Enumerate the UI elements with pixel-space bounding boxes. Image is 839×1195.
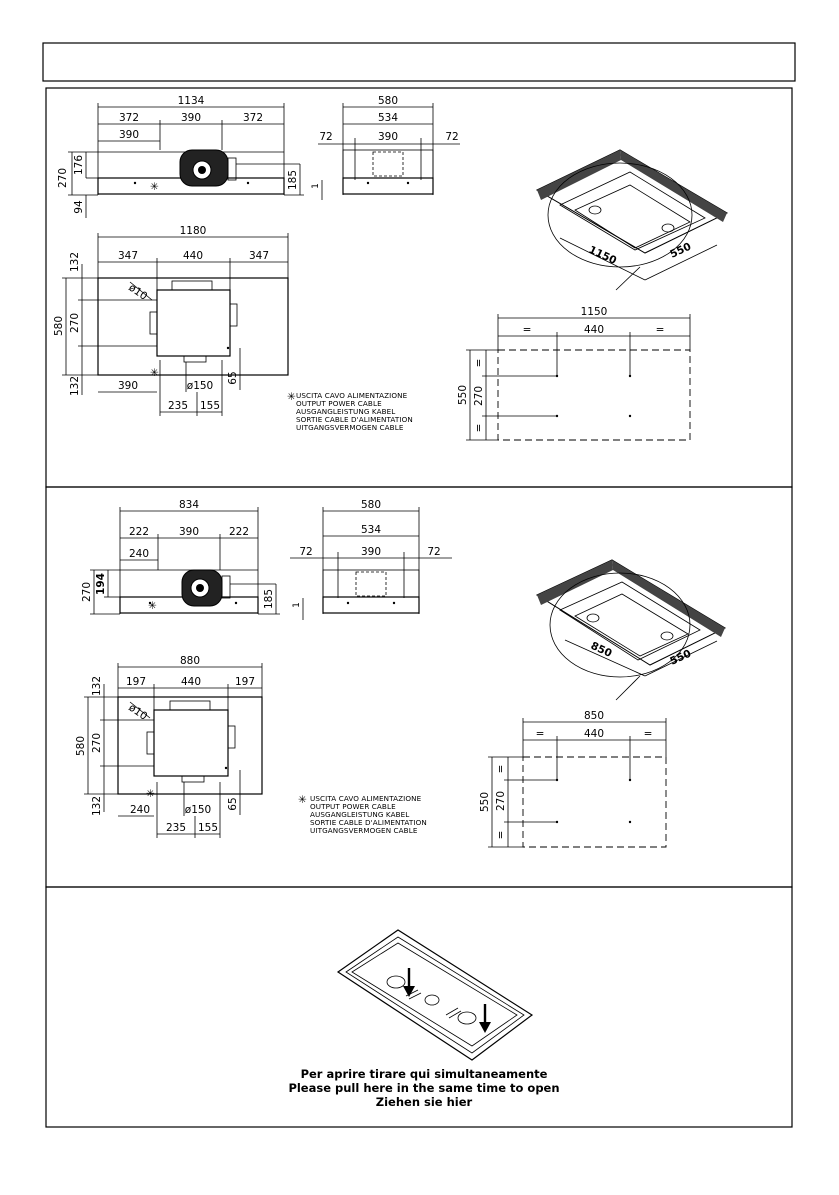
dim-h-mid: 270 <box>69 312 81 334</box>
top-view <box>53 225 288 416</box>
dim-right: 197 <box>234 676 256 688</box>
dim-h-mid: 270 <box>495 790 507 812</box>
panel-1-frame <box>46 88 792 487</box>
top-view <box>75 655 262 838</box>
dim-h-side: 185 <box>263 588 275 610</box>
cable-note-line: AUSGANGLEISTUNG KABEL <box>310 810 410 819</box>
dim-left: 197 <box>125 676 147 688</box>
panel-illustration <box>338 930 532 1060</box>
dim-h-top: 176 <box>73 154 85 176</box>
dim-h-bottom: 132 <box>69 375 81 397</box>
dim-inner: 534 <box>360 524 382 536</box>
dim-center: 440 <box>182 250 204 262</box>
iso-width: 550 <box>668 240 694 261</box>
dim-eq-right: = <box>655 324 665 336</box>
dim-h-small: 1 <box>292 602 302 608</box>
cable-note-line: SORTIE CABLE D'ALIMENTATION <box>296 415 413 424</box>
cable-note-line: OUTPUT POWER CABLE <box>310 802 396 811</box>
dim-right: 72 <box>427 546 441 558</box>
dim-h-total: 580 <box>53 315 65 337</box>
dim-h-eq-top: = <box>495 764 507 774</box>
dim-diam-small: ø10 <box>126 701 150 723</box>
dim-h-total: 580 <box>75 735 87 757</box>
cable-note-line: UITGANGSVERMOGEN CABLE <box>310 826 418 835</box>
front-view <box>81 499 280 614</box>
instruction-line: Per aprire tirare qui simultaneamente <box>300 1067 548 1081</box>
dim-right: 72 <box>445 131 459 143</box>
cable-note-line: SORTIE CABLE D'ALIMENTATION <box>310 818 427 827</box>
dim-center: 390 <box>377 131 399 143</box>
iso-length: 850 <box>588 639 614 660</box>
dim-overall: 1134 <box>177 95 205 107</box>
dim-h-bottom: 94 <box>73 200 85 214</box>
dim-h-bottom: 132 <box>91 795 103 817</box>
cable-note-line: USCITA CAVO ALIMENTAZIONE <box>310 794 422 803</box>
dim-h-side: 185 <box>287 169 299 191</box>
cable-note-line: UITGANGSVERMOGEN CABLE <box>296 423 404 432</box>
front-view <box>57 95 304 218</box>
dim-right: 372 <box>242 112 264 124</box>
dim-overall: 1150 <box>580 306 608 318</box>
dim-h-total: 270 <box>57 167 69 189</box>
cable-note-icon: ✳ <box>287 391 296 403</box>
cable-note <box>298 794 427 835</box>
cable-note-icon: ✳ <box>298 794 307 806</box>
dim-overall: 834 <box>178 499 200 511</box>
iso-width: 550 <box>668 647 694 668</box>
dim-diam-outlet: ø150 <box>186 380 214 392</box>
dim-h-mid: 270 <box>91 732 103 754</box>
dim-overall: 850 <box>583 710 605 722</box>
instruction-line: Ziehen sie hier <box>375 1095 473 1109</box>
dim-inner: 240 <box>128 548 150 560</box>
dim-off3: 65 <box>227 797 239 811</box>
panel-2 <box>75 499 725 847</box>
dim-h-top: 194 <box>95 573 107 595</box>
dim-right: 222 <box>228 526 250 538</box>
dim-h-eq-bottom: = <box>495 830 507 840</box>
dim-overall: 880 <box>179 655 201 667</box>
cutout-view <box>457 306 690 440</box>
dim-overall: 580 <box>360 499 382 511</box>
cable-note-line: AUSGANGLEISTUNG KABEL <box>296 407 396 416</box>
dim-bottom-left: 240 <box>129 804 151 816</box>
panel-3 <box>288 930 559 1109</box>
dim-left: 372 <box>118 112 140 124</box>
dim-h-top: 132 <box>91 675 103 697</box>
instruction-line: Please pull here in the same time to open <box>288 1081 560 1095</box>
dim-center: 390 <box>178 526 200 538</box>
cable-exit-icon: ✳ <box>148 600 157 612</box>
dim-left: 72 <box>299 546 313 558</box>
dim-center: 440 <box>583 324 605 336</box>
dim-inner: 534 <box>377 112 399 124</box>
iso-view <box>537 560 725 700</box>
dim-off1: 235 <box>167 400 189 412</box>
dim-right: 347 <box>248 250 270 262</box>
dim-h-total: 270 <box>81 581 93 603</box>
iso-view <box>537 150 727 290</box>
dim-bottom-left: 390 <box>117 380 139 392</box>
dim-h-top: 132 <box>69 251 81 273</box>
dim-left: 347 <box>117 250 139 262</box>
cable-note-line: USCITA CAVO ALIMENTAZIONE <box>296 391 408 400</box>
dim-h-total: 550 <box>457 384 469 406</box>
side-view <box>290 499 452 620</box>
cable-exit-icon: ✳ <box>146 788 155 800</box>
dim-center: 390 <box>180 112 202 124</box>
dim-h-eq-top: = <box>473 358 485 368</box>
side-view <box>311 95 460 200</box>
dim-center: 440 <box>583 728 605 740</box>
dim-inner: 390 <box>118 129 140 141</box>
dim-off3: 65 <box>227 371 239 385</box>
cable-exit-icon: ✳ <box>150 367 159 379</box>
cable-note <box>287 391 413 432</box>
panel-1 <box>53 95 727 440</box>
cutout-view <box>479 710 666 847</box>
dim-h-total: 550 <box>479 791 491 813</box>
iso-length: 1150 <box>586 243 619 268</box>
dim-h-mid: 270 <box>473 385 485 407</box>
dim-eq-left: = <box>535 728 545 740</box>
dim-h-small: 1 <box>311 183 321 189</box>
dim-off1: 235 <box>165 822 187 834</box>
dim-overall: 1180 <box>179 225 207 237</box>
dim-center: 390 <box>360 546 382 558</box>
dim-eq-right: = <box>643 728 653 740</box>
dim-h-eq-bottom: = <box>473 423 485 433</box>
dim-off2: 155 <box>197 822 219 834</box>
cable-note-line: OUTPUT POWER CABLE <box>296 399 382 408</box>
dim-eq-left: = <box>522 324 532 336</box>
dim-diam-outlet: ø150 <box>184 804 212 816</box>
dim-overall: 580 <box>377 95 399 107</box>
dim-diam-small: ø10 <box>126 281 150 303</box>
dim-center: 440 <box>180 676 202 688</box>
dim-left: 72 <box>319 131 333 143</box>
header-box <box>43 43 795 81</box>
dim-off2: 155 <box>199 400 221 412</box>
dim-left: 222 <box>128 526 150 538</box>
cable-exit-icon: ✳ <box>150 181 159 193</box>
